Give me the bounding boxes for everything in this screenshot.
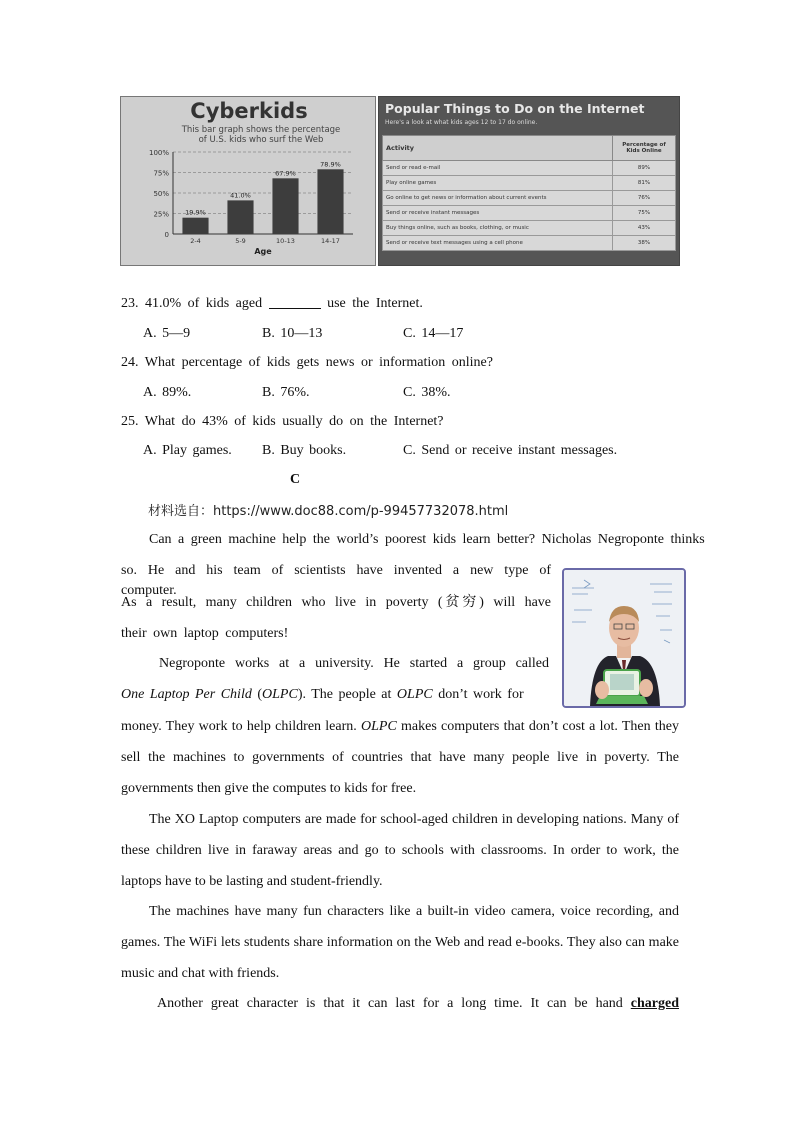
question-23 (121, 294, 423, 314)
paragraph-1-line-3: As a result, many children who live in poverty (贫穷) will have (121, 595, 551, 610)
x-tick-label: 2-4 (190, 237, 201, 245)
activity-table (382, 135, 676, 251)
table-row (383, 236, 676, 251)
column-header-percentage: Percentage of Kids Online (613, 136, 676, 161)
chart-subtitle-line1: This bar graph shows the percentage (181, 125, 341, 135)
question-25-option-a: A. Play games. (143, 443, 232, 458)
question-25-option-c: C. Send or receive instant messages. (403, 443, 618, 458)
activity-cell: Send or receive text messages using a cell phone (383, 236, 613, 251)
activity-cell: Send or receive instant messages (383, 206, 613, 221)
chart-title: Cyberkids (190, 99, 308, 123)
y-tick-label: 0 (164, 231, 169, 239)
paragraph-1-line-2: so. He and his team of scientists have invented a new type of computer. (121, 563, 551, 598)
table-row (383, 221, 676, 236)
question-24-option-a: A. 89%. (143, 385, 192, 400)
question-25: 25. What do 43% of kids usually do on the Internet? (121, 414, 444, 429)
paragraph-3: The XO Laptop computers are made for school-aged children in developing nations. Many of these children live in faraway areas and go to schools with classrooms. In order to work, the laptops have to be lasting and student-friendly. (121, 812, 679, 889)
question-23-text-after: use the Internet. (327, 296, 423, 311)
question-23-text-before: 23. 41.0% of kids aged (121, 296, 263, 311)
answer-blank (269, 294, 321, 309)
question-24-option-c: C. 38%. (403, 385, 451, 400)
activity-cell: Go online to get news or information about current events (383, 191, 613, 206)
activity-cell: Play online games (383, 176, 613, 191)
question-25-option-b: B. Buy books. (262, 443, 347, 458)
paragraph-5 (121, 988, 679, 1019)
y-tick-label: 50% (153, 190, 169, 198)
y-tick-label: 75% (153, 169, 169, 178)
chart-subtitle (161, 125, 361, 145)
question-24: 24. What percentage of kids gets news or information online? (121, 355, 493, 370)
y-tick-label: 100% (148, 149, 169, 157)
bar-value-label: 41.0% (230, 191, 251, 200)
bar (272, 178, 298, 234)
paragraph-2-line-1: Negroponte works at a university. He started a group called (159, 656, 549, 671)
x-tick-label: 14-17 (321, 237, 340, 245)
percentage-cell: 38% (613, 236, 676, 251)
table-title: Popular Things to Do on the Internet (385, 101, 645, 116)
paragraph-2-text: money. They work to help children learn. (121, 719, 361, 734)
section-label: C (290, 472, 301, 487)
source-line: 材料选自：https://www.doc88.com/p-99457732078.html (148, 504, 509, 519)
percentage-cell: 75% (613, 206, 676, 221)
table-row (383, 161, 676, 176)
activity-cell: Buy things online, such as books, clothing, or music (383, 221, 613, 236)
table-subtitle: Here's a look at what kids ages 12 to 17 do online. (385, 119, 538, 126)
bar-value-label: 78.9% (320, 160, 341, 169)
paragraph-2-rest (121, 711, 679, 804)
x-tick-label: 5-9 (235, 237, 246, 245)
question-23-option-c: C. 14—17 (403, 326, 464, 341)
paragraph-2-text: ). The people at (297, 687, 397, 702)
negroponte-photo (562, 568, 686, 708)
paragraph-4: The machines have many fun characters like a built-in video camera, voice recording, and games. The WiFi lets students share information on the Web and read e-books. They also can make music and chat with friends. (121, 904, 679, 981)
bar (182, 218, 208, 234)
underlined-word: charged (630, 996, 679, 1011)
popular-things-table-panel (378, 96, 680, 266)
paren-open: ( (251, 687, 263, 702)
paragraph-2-line-2 (121, 685, 551, 705)
cyberkids-chart (120, 96, 376, 266)
paragraph-2-text: makes computers that don’t cost a lot. Then they sell the machines to governments of countries that have many people live in poverty. The governments then give the computes to kids for free. (121, 719, 679, 796)
olpc-full-name: One Laptop Per Child (121, 687, 252, 702)
question-24-option-b: B. 76%. (262, 385, 310, 400)
person-holding-laptop-image (564, 570, 684, 706)
table-row (383, 191, 676, 206)
olpc-abbr: OLPC (361, 719, 397, 734)
x-tick-label: 10-13 (276, 237, 295, 245)
paragraph-2-text: don’t work for (432, 687, 524, 702)
bar-value-label: 67.9% (275, 169, 296, 178)
x-axis-label: Age (254, 247, 272, 256)
table-row (383, 176, 676, 191)
activity-cell: Send or read e-mail (383, 161, 613, 176)
percentage-cell: 76% (613, 191, 676, 206)
chart-subtitle-line2: of U.S. kids who surf the Web (198, 135, 324, 145)
paragraph-1-line-1: Can a green machine help the world’s poorest kids learn better? Nicholas Negroponte thinks (149, 532, 705, 547)
olpc-abbr: OLPC (396, 687, 433, 702)
bar (317, 169, 343, 234)
paragraph-5-text: Another great character is that it can last for a long time. It can be hand (157, 996, 623, 1011)
bar-value-label: 19.9% (185, 208, 206, 217)
percentage-cell: 89% (613, 161, 676, 176)
table-row (383, 206, 676, 221)
percentage-cell: 81% (613, 176, 676, 191)
question-23-option-a: A. 5—9 (143, 326, 191, 341)
y-tick-label: 25% (153, 210, 169, 219)
bar (227, 200, 253, 234)
percentage-cell: 43% (613, 221, 676, 236)
table-header-row (383, 136, 676, 161)
olpc-abbr: OLPC (262, 687, 298, 702)
paragraph-1-line-4: their own laptop computers! (121, 626, 289, 641)
column-header-activity: Activity (383, 136, 613, 161)
figure (120, 96, 680, 266)
question-23-option-b: B. 10—13 (262, 326, 323, 341)
